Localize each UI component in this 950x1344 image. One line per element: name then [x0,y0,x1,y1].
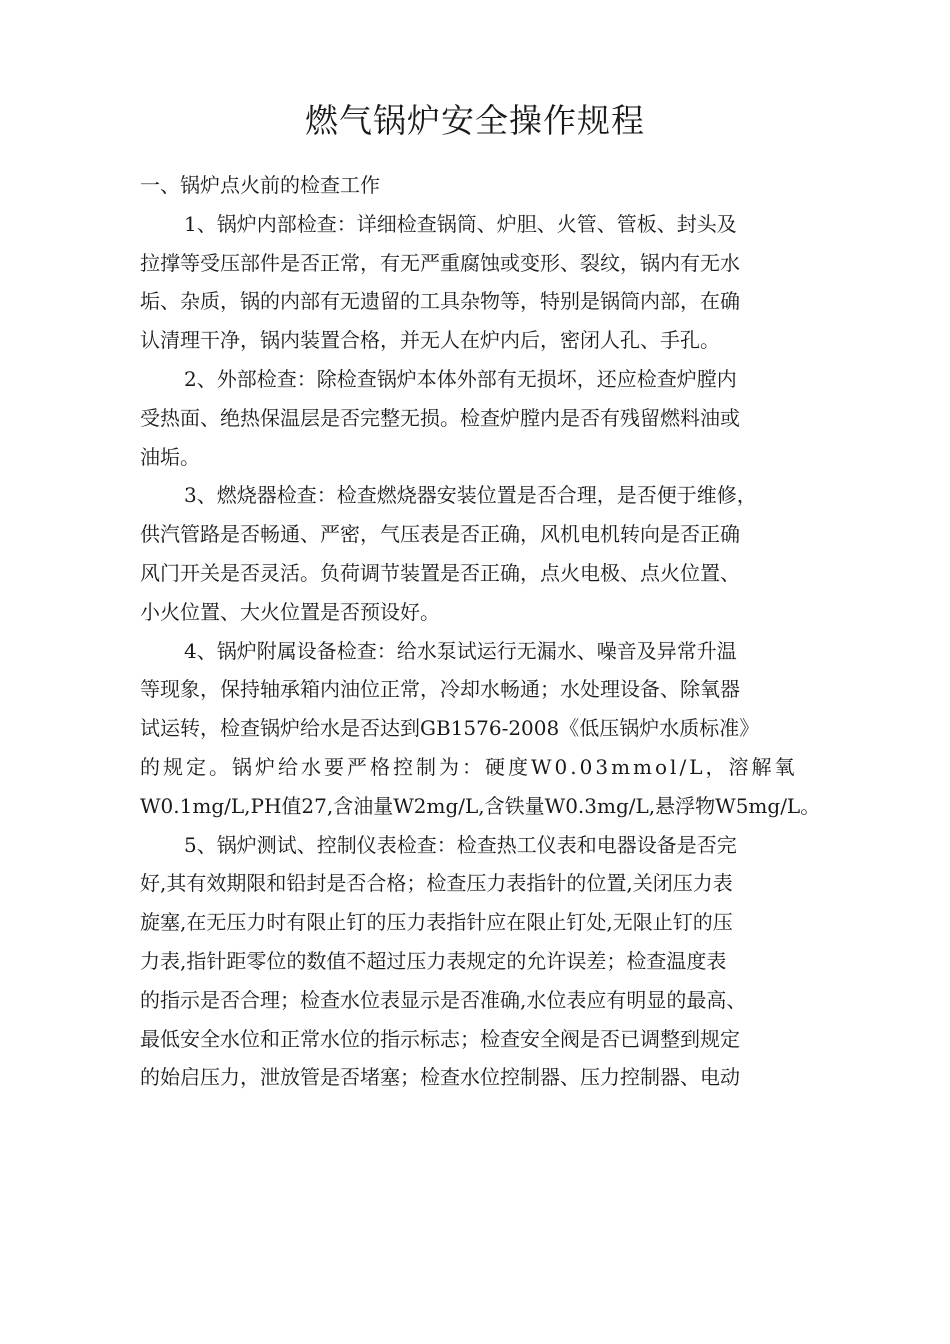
paragraph-line: 好,其有效期限和铅封是否合格；检查压力表指针的位置,关闭压力表 [140,871,733,896]
paragraph-line: 力表,指针距零位的数值不超过压力表规定的允许误差；检查温度表 [140,948,727,973]
paragraph-line: 2、外部检查：除检查锅炉本体外部有无损坏，还应检查炉膛内 [184,366,737,391]
paragraph-line: 的指示是否合理；检查水位表显示是否准确,水位表应有明显的最高、 [140,987,747,1012]
paragraph-line: 拉撑等受压部件是否正常，有无严重腐蚀或变形、裂纹，锅内有无水 [140,250,740,275]
paragraph-line: 垢、杂质，锅的内部有无遗留的工具杂物等，特别是锅筒内部，在确 [140,289,740,314]
paragraph-line: 的始启压力，泄放管是否堵塞；检查水位控制器、压力控制器、电动 [140,1065,740,1090]
document-body [140,166,830,1097]
paragraph-line: 小火位置、大火位置是否预设好。 [140,599,440,624]
paragraph-line: 的规定。锅炉给水要严格控制为：硬度W0.03mmol/L，溶解氧 [140,754,798,779]
paragraph-line: W0.1mg/L,PH值27,含油量W2mg/L,含铁量W0.3mg/L,悬浮物W5mg/L。 [140,793,821,818]
paragraph-line: 3、燃烧器检查：检查燃烧器安装位置是否合理，是否便于维修， [184,483,757,508]
paragraph-line: 风门开关是否灵活。负荷调节装置是否正确，点火电极、点火位置、 [140,560,740,585]
section-heading: 一、锅炉点火前的检查工作 [140,173,380,197]
paragraph-line: 等现象，保持轴承箱内油位正常，冷却水畅通；水处理设备、除氧器 [140,677,740,702]
paragraph-line: 试运转，检查锅炉给水是否达到GB1576-2008《低压锅炉水质标准》 [140,716,760,741]
paragraph-line: 认清理干净，锅内装置合格，并无人在炉内后，密闭人孔、手孔。 [140,328,720,353]
paragraph-line: 1、锅炉内部检查：详细检查锅筒、炉胆、火管、管板、封头及 [184,211,737,236]
paragraph-line: 4、锅炉附属设备检查：给水泵试运行无漏水、噪音及异常升温 [184,638,737,663]
paragraph-line: 油垢。 [140,444,200,469]
paragraph-line: 5、锅炉测试、控制仪表检查：检查热工仪表和电器设备是否完 [184,832,737,857]
paragraph-line: 供汽管路是否畅通、严密，气压表是否正确，风机电机转向是否正确 [140,522,740,547]
paragraph-line: 最低安全水位和正常水位的指示标志；检查安全阀是否已调整到规定 [140,1026,740,1051]
paragraph-line: 旋塞,在无压力时有限止钉的压力表指针应在限止钉处,无限止钉的压 [140,910,733,935]
document-title: 燃气锅炉安全操作规程 [305,101,645,140]
paragraph-line: 受热面、绝热保温层是否完整无损。检查炉膛内是否有残留燃料油或 [140,405,740,430]
